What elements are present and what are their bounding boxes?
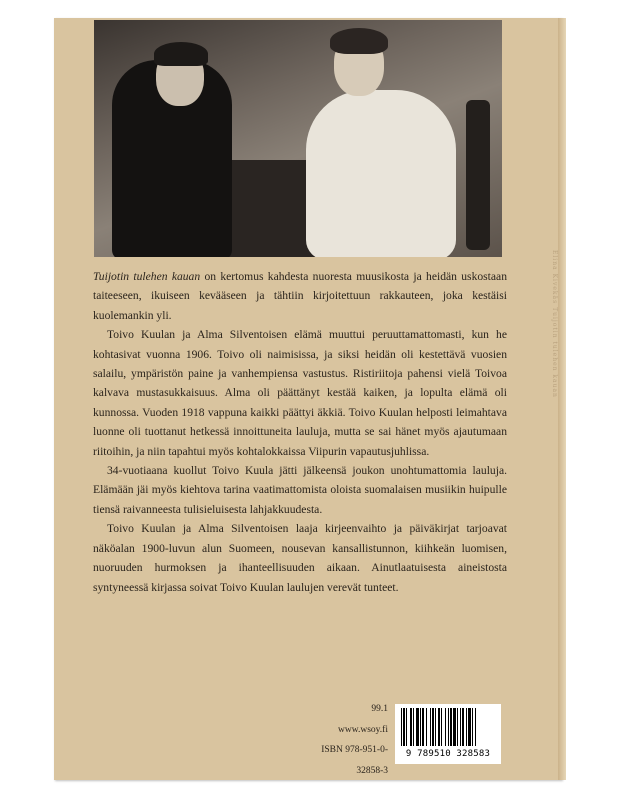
blurb-paragraph-1: [93, 267, 507, 325]
blurb-paragraph-1-rest: on kertomus kahdesta nuoresta muusikosta ja heidän uskostaan taiteeseen, ikuiseen kevääseen ja tähtiin kirjoitettuun rakkauteen, joka kestäisi kuolemankin yli.: [93, 270, 507, 322]
barcode-bars: [401, 708, 495, 748]
barcode-number: 9 789510 328583: [405, 749, 491, 759]
publisher-info: [300, 699, 388, 781]
photo-woman-hair: [330, 28, 388, 54]
photo-man-hair: [154, 42, 208, 66]
isbn-number: ISBN 978-951-0-32858-3: [321, 745, 388, 776]
publisher-website: www.wsoy.fi: [338, 724, 388, 735]
spine-text: Elina Kivekäs Tuijotin tulehen kauan: [551, 250, 558, 398]
blurb-text: [93, 267, 507, 597]
isbn-barcode: [395, 704, 501, 764]
blurb-paragraph-2: Toivo Kuulan ja Alma Silventoisen elämä muuttui peruuttamattomasti, kun he kohtasivat vuonna 1906. Toivo oli naimisissa, ja siksi heidän oli kestettävä vuosien salailu, ympäristön paine ja vanhempiensa vastustus. Ristiriitoja pahensi vielä Toivoa kalvava mustasukkaisuus. Alma oli päättänyt kestää kaiken, ja lopulta elämä oli kunnossa. Vuoden 1918 vappuna kaikki päättyi äkkiä. Toivo Kuulan helposti leimahtava luonne oli tuottanut hetkessä innoittuneita lauluja, mutta se sai hänet myös ajautumaan riitoihin, ja niin tapahtui myös kohtalokkaissa Viipurin vapautusjuhlissa.: [93, 328, 507, 458]
photo-woman: [306, 90, 456, 257]
class-code: 99.1: [371, 704, 388, 714]
photo-chair: [466, 100, 490, 250]
book-title-italic: Tuijotin tulehen kauan: [93, 270, 201, 283]
sepia-photo-couple: [94, 20, 502, 257]
blurb-paragraph-3: 34-vuotiaana kuollut Toivo Kuula jätti jälkeensä joukon unohtumattomia lauluja. Elämään jäi myös kiehtova tarina vaatimattomista oloista suomalaisen musiikin huipulle tiensä raivanneesta tulisieluisesta lahjakkuudesta.: [93, 464, 507, 516]
blurb-paragraph-4: Toivo Kuulan ja Alma Silventoisen laaja kirjeenvaihto ja päiväkirjat tarjoavat näköalan 1900-luvun alun Suomeen, nousevan kansallistunnon, kiihkeän luomisen, nuoruuden hurmoksen ja ihanteellisuuden aikaan. Ainutlaatuisesta aineistosta syntyneessä kirjassa soivat Toivo Kuulan laulujen verevät tunteet.: [93, 522, 507, 594]
book-spine-edge: [558, 18, 566, 780]
